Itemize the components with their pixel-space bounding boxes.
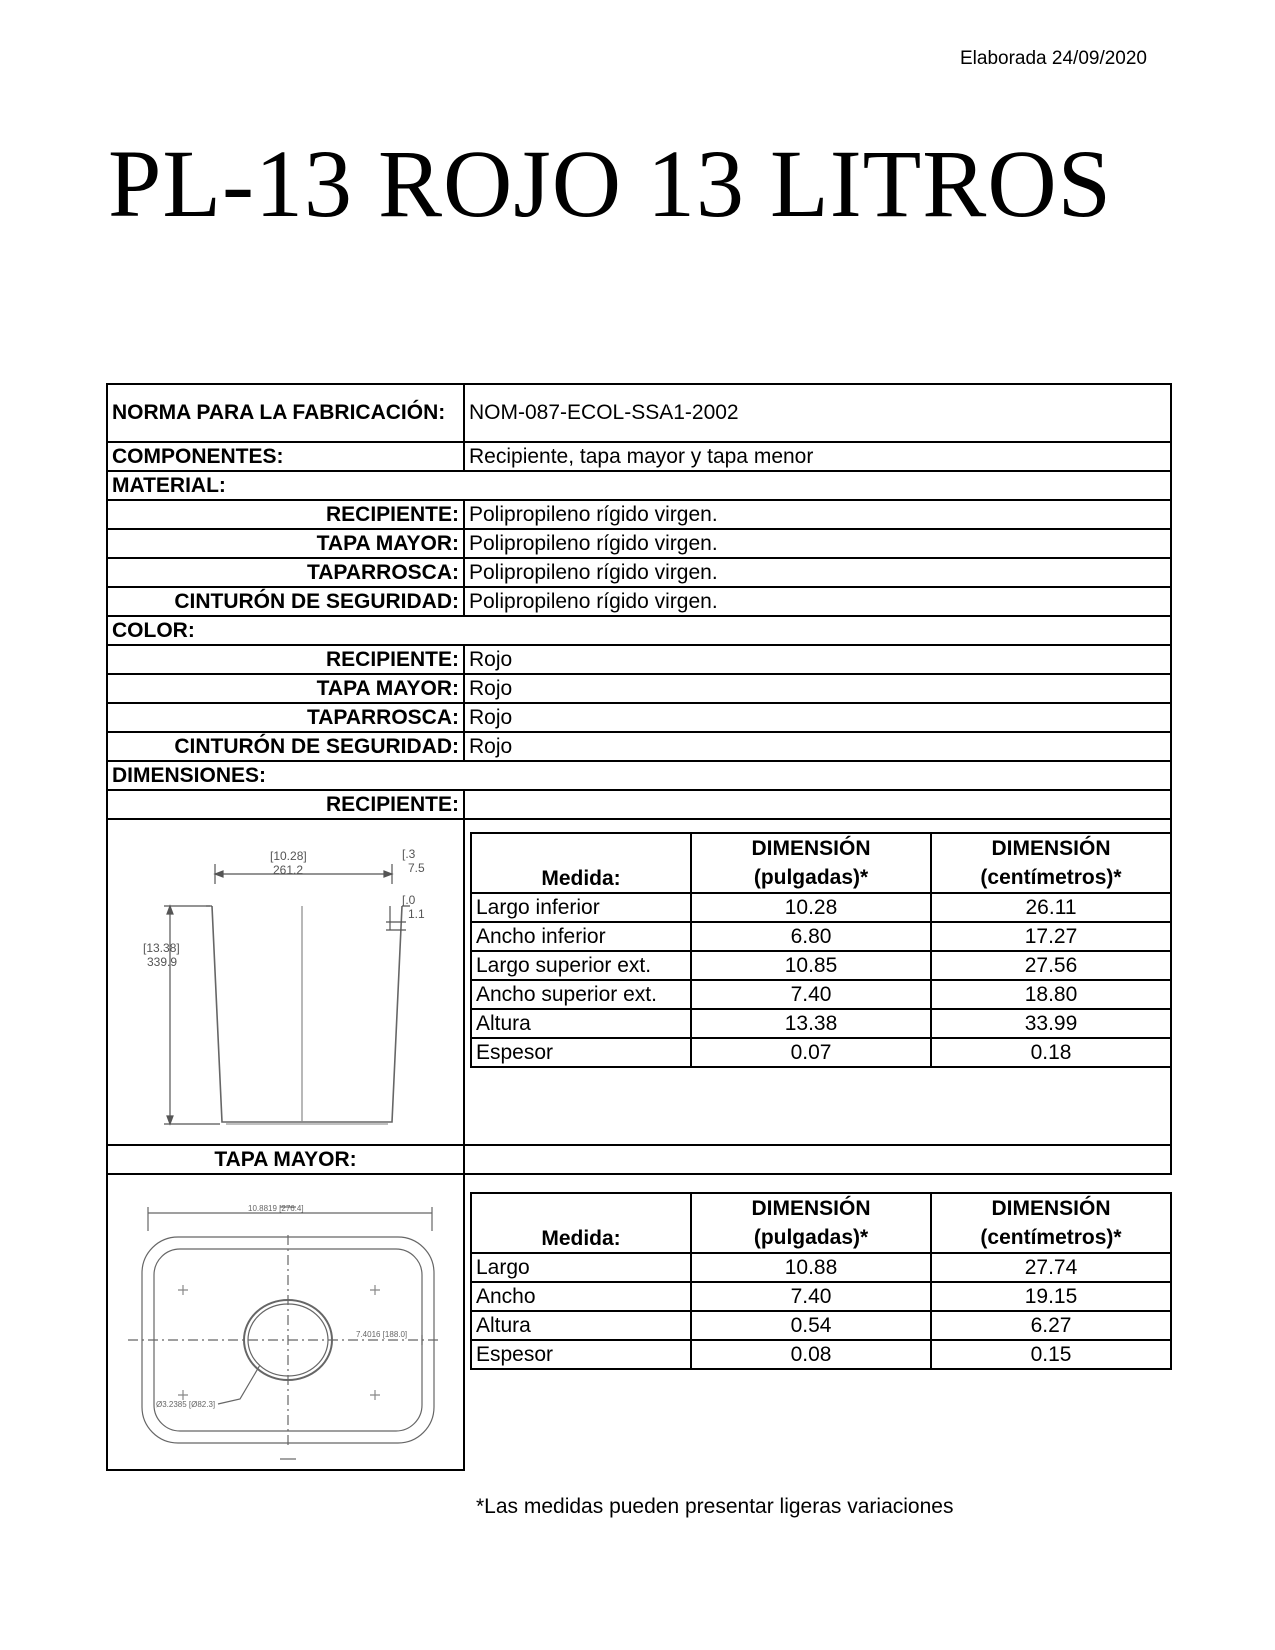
norma-value: NOM-087-ECOL-SSA1-2002 (464, 384, 1171, 442)
recipiente-dim-empty (464, 790, 1171, 819)
recipiente-dims-table (470, 832, 1172, 1068)
tapa-drawing (120, 1195, 440, 1465)
elaboration-date: Elaborada 24/09/2020 (960, 48, 1147, 69)
dim-pulgadas: 10.28 (691, 893, 931, 922)
centimetros-header (931, 1193, 1171, 1253)
dim-cm: 0.18 (931, 1038, 1171, 1067)
dim-medida: Largo inferior (471, 893, 691, 922)
dim-cm: 27.74 (931, 1253, 1171, 1282)
recipiente-corner-b: 7.5 (408, 861, 425, 875)
tapa-hole-dim: Ø3.2385 [Ø82.3] (156, 1400, 216, 1409)
dim-cm: 33.99 (931, 1009, 1171, 1038)
recipiente-top-dim-in: [10.28] (270, 849, 307, 863)
color-row-value: Rojo (464, 703, 1171, 732)
recipiente-dim-label: RECIPIENTE: (107, 790, 464, 819)
dim-pulgadas: 10.88 (691, 1253, 931, 1282)
material-row-value: Polipropileno rígido virgen. (464, 558, 1171, 587)
dim-cm: 27.56 (931, 951, 1171, 980)
centimetros-unit: (centímetros)* (980, 866, 1122, 889)
dim-medida: Largo (471, 1253, 691, 1282)
tapa-dims-table (470, 1192, 1172, 1370)
recipiente-corner-c: [.0 (402, 893, 416, 907)
recipiente-top-dim-mm: 261.2 (273, 863, 304, 877)
dim-pulgadas: 13.38 (691, 1009, 931, 1038)
tapa-mayor-dim-empty (464, 1145, 1171, 1174)
recipiente-height-dim-in: [13.38] (143, 941, 180, 955)
dimensiones-label: DIMENSIONES: (107, 761, 1171, 790)
recipiente-corner-a: [.3 (402, 847, 416, 861)
componentes-label: COMPONENTES: (107, 442, 464, 471)
color-row-label: CINTURÓN DE SEGURIDAD: (107, 732, 464, 761)
dim-cm: 6.27 (931, 1311, 1171, 1340)
color-row-value: Rojo (464, 732, 1171, 761)
material-label: MATERIAL: (107, 471, 1171, 500)
dimension-title: DIMENSIÓN (991, 837, 1111, 860)
dim-pulgadas: 0.08 (691, 1340, 931, 1369)
dimension-title: DIMENSIÓN (751, 1197, 871, 1220)
tapa-top-dim: 10.8819 [276.4] (248, 1204, 304, 1213)
dimension-title: DIMENSIÓN (991, 1197, 1111, 1220)
pulgadas-header (691, 1193, 931, 1253)
dim-cm: 17.27 (931, 922, 1171, 951)
dim-medida: Altura (471, 1311, 691, 1340)
medida-header: Medida: (471, 1193, 691, 1253)
dim-medida: Espesor (471, 1038, 691, 1067)
page-title: PL-13 ROJO 13 LITROS (108, 130, 1113, 237)
material-row-label: TAPARROSCA: (107, 558, 464, 587)
material-row-value: Polipropileno rígido virgen. (464, 500, 1171, 529)
dim-medida: Largo superior ext. (471, 951, 691, 980)
dimension-title: DIMENSIÓN (751, 837, 871, 860)
centimetros-unit: (centímetros)* (980, 1226, 1122, 1249)
tapa-side-dim: 7.4016 [188.0] (356, 1330, 408, 1339)
color-row-label: RECIPIENTE: (107, 645, 464, 674)
material-row-label: TAPA MAYOR: (107, 529, 464, 558)
dim-medida: Ancho superior ext. (471, 980, 691, 1009)
dim-pulgadas: 0.07 (691, 1038, 931, 1067)
norma-label: NORMA PARA LA FABRICACIÓN: (107, 384, 464, 442)
componentes-value: Recipiente, tapa mayor y tapa menor (464, 442, 1171, 471)
centimetros-header (931, 833, 1171, 893)
dim-cm: 26.11 (931, 893, 1171, 922)
medida-header: Medida: (471, 833, 691, 893)
material-row-label: RECIPIENTE: (107, 500, 464, 529)
material-row-label: CINTURÓN DE SEGURIDAD: (107, 587, 464, 616)
dim-cm: 0.15 (931, 1340, 1171, 1369)
tapa-mayor-dim-label: TAPA MAYOR: (107, 1145, 464, 1174)
material-row-value: Polipropileno rígido virgen. (464, 587, 1171, 616)
dim-cm: 19.15 (931, 1282, 1171, 1311)
footnote: *Las medidas pueden presentar ligeras variaciones (476, 1495, 954, 1518)
dim-medida: Altura (471, 1009, 691, 1038)
dim-pulgadas: 6.80 (691, 922, 931, 951)
pulgadas-header (691, 833, 931, 893)
dim-medida: Ancho (471, 1282, 691, 1311)
color-row-value: Rojo (464, 645, 1171, 674)
dim-medida: Ancho inferior (471, 922, 691, 951)
material-row-value: Polipropileno rígido virgen. (464, 529, 1171, 558)
recipiente-height-dim-mm: 339.9 (147, 955, 178, 969)
pulgadas-unit: (pulgadas)* (753, 1226, 869, 1249)
dim-pulgadas: 7.40 (691, 980, 931, 1009)
color-row-value: Rojo (464, 674, 1171, 703)
recipiente-corner-d: 1.1 (408, 907, 425, 921)
dim-pulgadas: 0.54 (691, 1311, 931, 1340)
dim-pulgadas: 7.40 (691, 1282, 931, 1311)
dim-medida: Espesor (471, 1340, 691, 1369)
color-row-label: TAPARROSCA: (107, 703, 464, 732)
recipiente-drawing (140, 840, 440, 1140)
dim-pulgadas: 10.85 (691, 951, 931, 980)
color-row-label: TAPA MAYOR: (107, 674, 464, 703)
color-label: COLOR: (107, 616, 1171, 645)
pulgadas-unit: (pulgadas)* (753, 866, 869, 889)
dim-cm: 18.80 (931, 980, 1171, 1009)
